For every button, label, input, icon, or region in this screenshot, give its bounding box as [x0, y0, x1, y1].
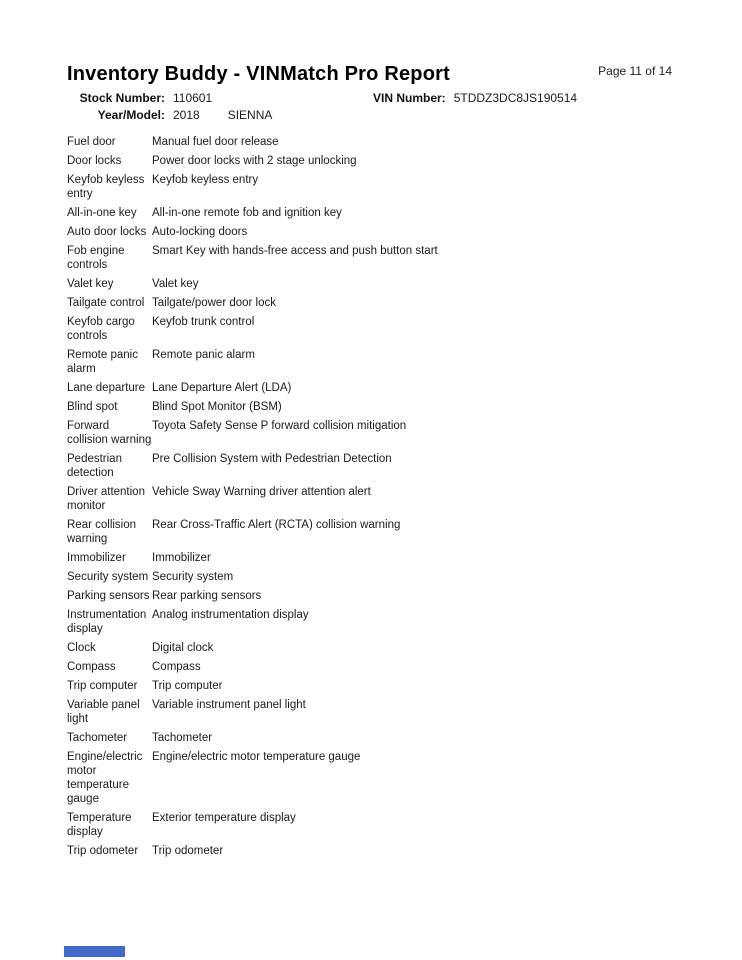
feature-value: Tachometer [152, 732, 213, 744]
feature-label: Lane departure [67, 382, 146, 394]
feature-row [67, 750, 672, 806]
feature-label: Instrumentation display [67, 609, 147, 635]
feature-value: Rear Cross-Traffic Alert (RCTA) collision warning [152, 519, 401, 531]
feature-label: Keyfob cargo controls [67, 316, 135, 342]
feature-label: Blind spot [67, 401, 118, 413]
feature-row [67, 296, 672, 310]
stock-number-value: 110601 [173, 91, 213, 105]
feature-row [67, 570, 672, 584]
footer-blue-bar [64, 946, 125, 957]
year-model-label: Year/Model: [97, 108, 165, 122]
vin-value: 5TDDZ3DC8JS190514 [453, 91, 578, 105]
feature-row [67, 551, 672, 565]
feature-value: Keyfob trunk control [152, 316, 255, 328]
feature-label: Immobilizer [67, 552, 126, 564]
feature-row [67, 641, 672, 655]
feature-row [67, 400, 672, 414]
feature-label: Clock [67, 642, 96, 654]
feature-value: Valet key [152, 278, 199, 290]
feature-row [67, 419, 672, 447]
feature-value: Lane Departure Alert (LDA) [152, 382, 292, 394]
feature-label: Remote panic alarm [67, 349, 138, 375]
feature-row [67, 518, 672, 546]
feature-value: Blind Spot Monitor (BSM) [152, 401, 282, 413]
feature-value: Remote panic alarm [152, 349, 255, 361]
feature-row [67, 381, 672, 395]
feature-row [67, 844, 672, 858]
feature-value: Trip computer [152, 680, 223, 692]
feature-row [67, 348, 672, 376]
feature-row [67, 277, 672, 291]
feature-row [67, 731, 672, 745]
model-value: SIENNA [227, 108, 273, 122]
feature-row [67, 154, 672, 168]
feature-row [67, 698, 672, 726]
stock-number-row [67, 90, 672, 107]
feature-value: Tailgate/power door lock [152, 297, 277, 309]
feature-value: Vehicle Sway Warning driver attention alert [152, 486, 371, 498]
feature-label: Temperature display [67, 812, 132, 838]
feature-row [67, 452, 672, 480]
page-title: Inventory Buddy - VINMatch Pro Report [67, 63, 450, 85]
page-indicator: Page 11 of 14 [598, 64, 672, 78]
feature-value: Power door locks with 2 stage unlocking [152, 155, 357, 167]
feature-value: Exterior temperature display [152, 812, 296, 824]
feature-label: Security system [67, 571, 149, 583]
feature-label: Valet key [67, 278, 114, 290]
feature-value: Keyfob keyless entry [152, 174, 259, 186]
feature-row [67, 660, 672, 674]
feature-value: Digital clock [152, 642, 214, 654]
feature-label: Parking sensors [67, 590, 150, 602]
feature-value: Variable instrument panel light [152, 699, 306, 711]
feature-row [67, 173, 672, 201]
feature-row [67, 608, 672, 636]
feature-value: All-in-one remote fob and ignition key [152, 207, 342, 219]
feature-row [67, 679, 672, 693]
feature-row [67, 485, 672, 513]
feature-label: Keyfob keyless entry [67, 174, 145, 200]
year-model-row [67, 107, 672, 124]
feature-value: Smart Key with hands-free access and push button start [152, 245, 438, 257]
feature-value: Security system [152, 571, 234, 583]
feature-row [67, 244, 672, 272]
feature-value: Analog instrumentation display [152, 609, 309, 621]
feature-value: Pre Collision System with Pedestrian Detection [152, 453, 392, 465]
feature-label: Pedestrian detection [67, 453, 122, 479]
feature-value: Immobilizer [152, 552, 211, 564]
stock-number-label: Stock Number: [79, 91, 165, 105]
feature-label: Engine/electric motor temperature gauge [67, 751, 143, 805]
feature-label: Trip computer [67, 680, 138, 692]
feature-label: Fob engine controls [67, 245, 125, 271]
feature-label: Auto door locks [67, 226, 147, 238]
feature-value: Compass [152, 661, 201, 673]
feature-value: Toyota Safety Sense P forward collision mitigation [152, 420, 407, 432]
feature-row [67, 589, 672, 603]
year-value: 2018 [173, 108, 200, 122]
feature-row [67, 811, 672, 839]
feature-label: Tailgate control [67, 297, 145, 309]
vin-label: VIN Number: [373, 91, 446, 105]
feature-label: Variable panel light [67, 699, 140, 725]
feature-label: Forward collision warning [67, 420, 152, 446]
feature-label: Fuel door [67, 136, 116, 148]
feature-label: Door locks [67, 155, 122, 167]
feature-label: Driver attention monitor [67, 486, 145, 512]
feature-label: Trip odometer [67, 845, 139, 857]
feature-row [67, 135, 672, 149]
feature-label: Rear collision warning [67, 519, 137, 545]
feature-value: Auto-locking doors [152, 226, 248, 238]
vehicle-info-block [67, 90, 672, 124]
feature-label: Compass [67, 661, 116, 673]
feature-row [67, 315, 672, 343]
feature-value: Rear parking sensors [152, 590, 262, 602]
feature-label: Tachometer [67, 732, 128, 744]
feature-value: Manual fuel door release [152, 136, 279, 148]
feature-row [67, 225, 672, 239]
features-table [67, 135, 672, 858]
feature-value: Trip odometer [152, 845, 224, 857]
feature-value: Engine/electric motor temperature gauge [152, 751, 361, 763]
feature-row [67, 206, 672, 220]
feature-label: All-in-one key [67, 207, 137, 219]
vin-row [373, 90, 577, 107]
